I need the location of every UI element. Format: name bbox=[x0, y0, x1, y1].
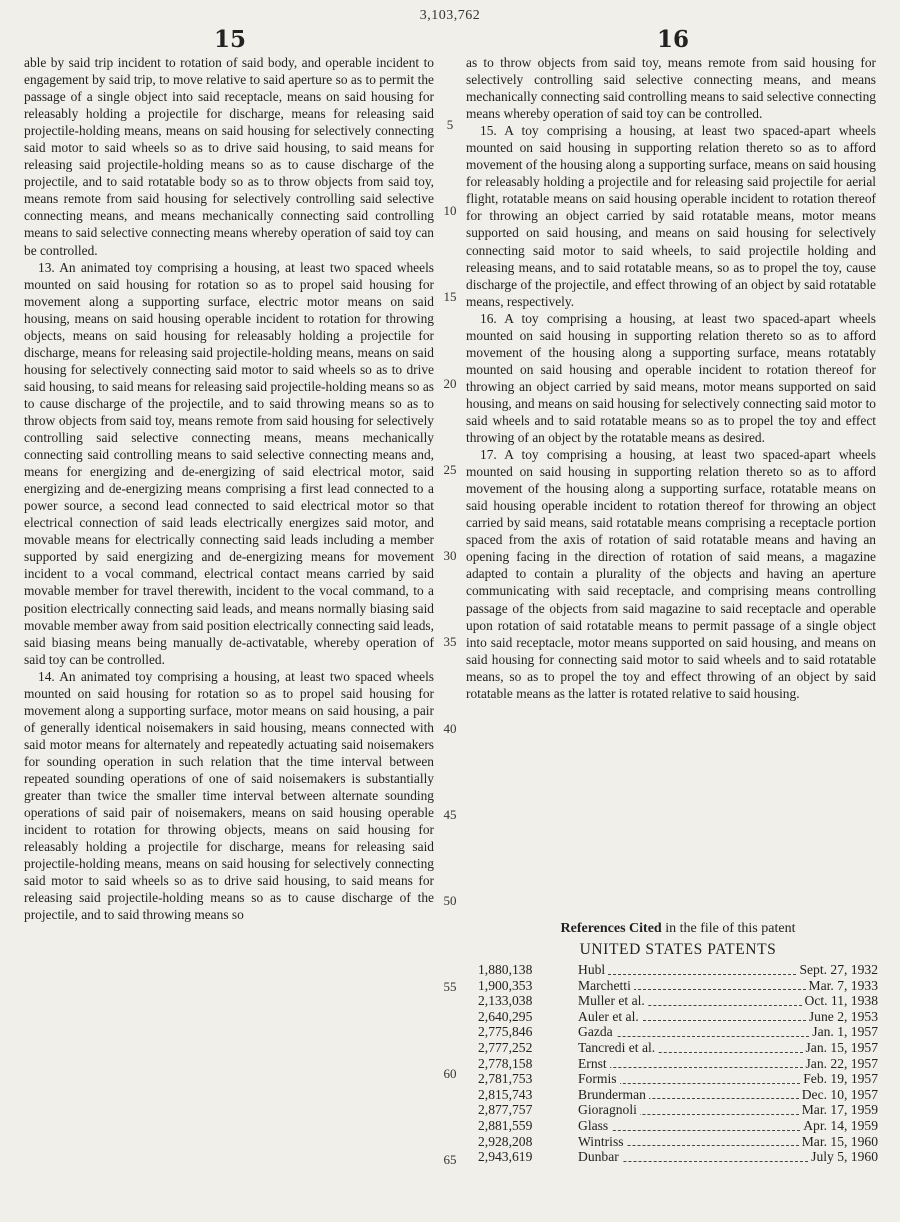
claim-17: 17. A toy comprising a housing, at least two spaced-apart wheels mounted on said housing in supporting relation thereto so as to afford movement of the housing along a supporting surface, rotatable means on said housing operable incident to rotation thereof for throwing an object carried by said means, said rotatable means comprising a receptacle portion spaced from the axis of rotation of said rotatable means and having an opening facing in the direction of rotation of said means, a magazine adapted to contain a plurality of the objects and having an aperture communicating with said receptacle, and comprising means controlling passage of the objects from said magazine to said receptacle and operable upon rotation of said rotatable means to permit passage of a single object into said receptacle, motor means supported on said housing, and means on said housing for connecting said motor to said wheels and to said rotatable means, so as to propel the toy and effect throwing of an object by said rotatable means as the latter is rotated relative to said housing. bbox=[466, 447, 876, 701]
reference-date: July 5, 1960 bbox=[811, 1149, 878, 1165]
reference-number: 2,133,038 bbox=[478, 993, 533, 1009]
reference-inventor: Glass bbox=[578, 1118, 800, 1134]
line-number: 25 bbox=[443, 462, 457, 477]
references-cited bbox=[478, 920, 878, 1165]
references-title-bold: References Cited bbox=[560, 921, 662, 936]
reference-date: Dec. 10, 1957 bbox=[801, 1086, 878, 1102]
reference-row bbox=[478, 1118, 878, 1134]
reference-inventor: Gioragnoli bbox=[578, 1102, 799, 1118]
references-title-rest: in the file of this patent bbox=[661, 921, 796, 936]
reference-date: Feb. 19, 1957 bbox=[803, 1071, 878, 1087]
reference-number: 2,815,743 bbox=[478, 1086, 533, 1102]
reference-date: Apr. 14, 1959 bbox=[803, 1117, 878, 1133]
claim-13: 13. An animated toy comprising a housing, at least two spaced wheels mounted on said housing for rotation so as to propel said housing for movement along a supporting surface, electric motor means on said housing, means on said housing operable incident to rotation for throwing objects, means on said housing for releasably holding a projectile for discharge, means for releasing said projectile-holding means, means on said housing for selectively connecting said motor to said wheels so as to drive said housing, to said means for releasing said projectile-holding means so as to cause discharge of the projectile, and to said throwing means so as to throw objects from said toy, means remote from said housing for selectively controlling said selective connecting means, means mechanically connecting said controlling means to said selective connecting means and, means for energizing and de-energizing of said electrical motor, said energizing and de-energizing means comprising a first lead connected to a power source, a second lead connected to said electrical motor so that electrical connection of said leads electrically energizes said motor, and movable means for electrically connecting said leads including a member supported by said energizing and de-energizing means for movement incident to a vocal command, electrical contact means carried by said movable member for travel therewith, incident to the vocal command, to a position electrically connecting said leads, and means normally biasing said movable member away from said position electrically connecting said leads, said biasing means being manually de-activatable, whereby operation of said toy can be controlled. bbox=[24, 259, 434, 667]
line-number: 65 bbox=[443, 1152, 457, 1167]
line-number: 55 bbox=[443, 979, 457, 994]
reference-inventor: Auler et al. bbox=[578, 1009, 806, 1025]
line-number: 5 bbox=[446, 117, 454, 132]
reference-inventor: Dunbar bbox=[578, 1149, 808, 1165]
reference-number: 2,775,846 bbox=[478, 1024, 533, 1040]
reference-number: 2,943,619 bbox=[478, 1149, 533, 1165]
reference-row bbox=[478, 1087, 878, 1103]
line-number: 35 bbox=[443, 634, 457, 649]
reference-number: 2,881,559 bbox=[478, 1117, 533, 1133]
reference-date: Mar. 15, 1960 bbox=[801, 1133, 878, 1149]
reference-row bbox=[478, 1071, 878, 1087]
reference-number: 1,900,353 bbox=[478, 977, 533, 993]
line-number: 10 bbox=[443, 203, 457, 218]
reference-inventor: Tancredi et al. bbox=[578, 1040, 803, 1056]
reference-number: 2,877,757 bbox=[478, 1102, 533, 1118]
reference-inventor: Hubl bbox=[578, 962, 796, 978]
reference-row bbox=[478, 1009, 878, 1025]
reference-row bbox=[478, 1134, 878, 1150]
column-number-left: 15 bbox=[214, 26, 247, 53]
reference-date: Jan. 1, 1957 bbox=[812, 1024, 878, 1040]
reference-inventor: Brunderman bbox=[578, 1087, 799, 1103]
reference-row bbox=[478, 1149, 878, 1165]
reference-number: 2,777,252 bbox=[478, 1039, 533, 1055]
reference-inventor: Formis bbox=[578, 1071, 800, 1087]
line-number: 30 bbox=[443, 548, 457, 563]
reference-date: Mar. 7, 1933 bbox=[808, 977, 878, 993]
reference-inventor: Muller et al. bbox=[578, 993, 802, 1009]
patent-number: 3,103,762 bbox=[419, 8, 481, 23]
claim-continuation: as to throw objects from said toy, means remote from said housing for selectively controlling said selective connecting means, and means mechanically connecting said controlling means to said selective connecting means whereby operation of said toy can be controlled. bbox=[466, 55, 876, 122]
claim-14: 14. An animated toy comprising a housing, at least two spaced wheels mounted on said housing for rotation so as to propel said housing for movement along a supporting surface, motor means on said housing, a pair of generally identical noisemakers in said housing, means connected with said motor means for alternately and repeatedly actuating said noisemakers for sounding operation in such relation that the time interval between repeated sounding operations of one of said noisemakers is substantially greater than twice the smaller time interval between alternate sounding operations of said pair of noisemakers, means on said housing operable incident to rotation for throwing objects, means on said housing for releasably holding a projectile for discharge, means for releasing said projectile-holding means, means on said housing for selectively connecting said motor to said wheels so as to drive said housing, to said means for releasing said projectile-holding means so as to cause discharge of the projectile, and to said throwing means so bbox=[24, 668, 434, 923]
reference-date: Sept. 27, 1932 bbox=[799, 962, 878, 977]
reference-inventor: Marchetti bbox=[578, 978, 806, 994]
reference-row bbox=[478, 1056, 878, 1072]
reference-date: Mar. 17, 1959 bbox=[801, 1102, 878, 1118]
reference-date: Oct. 11, 1938 bbox=[804, 993, 878, 1009]
right-text-column bbox=[466, 54, 876, 702]
reference-inventor: Gazda bbox=[578, 1024, 809, 1040]
line-number: 45 bbox=[443, 807, 457, 822]
line-number: 50 bbox=[443, 893, 457, 908]
left-text-column bbox=[24, 54, 434, 923]
reference-number: 1,880,138 bbox=[478, 962, 533, 977]
claim-16: 16. A toy comprising a housing, at least two spaced-apart wheels mounted on said housing in supporting relation thereto so as to afford movement of the housing along a supporting surface, means rotatably mounted on said housing and operable incident to rotation thereof for throwing an object carried by said means, motor means supported on said housing, and means on said housing for selectively connecting said motor to said wheels and to said rotatable means so as to propel the toy and effect throwing of an object by the rotatable means as desired. bbox=[466, 310, 876, 446]
references-title bbox=[478, 920, 878, 938]
line-number: 20 bbox=[443, 376, 457, 391]
reference-date: Jan. 15, 1957 bbox=[805, 1039, 878, 1055]
reference-number: 2,781,753 bbox=[478, 1071, 533, 1087]
reference-row bbox=[478, 1040, 878, 1056]
reference-inventor: Wintriss bbox=[578, 1134, 799, 1150]
reference-row bbox=[478, 1024, 878, 1040]
references-subtitle: UNITED STATES PATENTS bbox=[579, 941, 777, 958]
column-number-right: 16 bbox=[657, 26, 690, 53]
line-number: 15 bbox=[443, 289, 457, 304]
reference-row bbox=[478, 978, 878, 994]
claim-continuation: able by said trip incident to rotation of said body, and operable incident to engagement by said trip, to move relative to said aperture so as to permit the passage of a single object into said receptacle, means on said housing for releasably holding a projectile for discharge, means for releasing said projectile-holding means, means on said housing for selectively connecting said motor to said wheels so as to drive said housing, to said means for releasing said projectile-holding means so as to cause discharge of the projectile, and to said rotatable body so as to throw objects from said toy, means remote from said housing for selectively controlling said selective connecting means, and means mechanically connecting said controlling means to said selective connecting means whereby operation of said toy can be controlled. bbox=[24, 55, 434, 258]
claim-15: 15. A toy comprising a housing, at least two spaced-apart wheels mounted on said housing in supporting relation thereto so as to afford movement of the housing along a supporting surface, means on said housing for releasably holding a projectile and for releasing said projectile for aerial flight, rotatable means on said housing operable incident to rotation thereof for throwing an object carried by said rotatable means, motor means supported on said housing, and means on said housing for selectively connecting said motor to said wheels, to said projectile holding and releasing means, and to said rotatable means, so as to propel the toy, cause discharge of the projectile, and effect throwing of an object by said rotatable means, respectively. bbox=[466, 123, 876, 309]
line-number: 60 bbox=[443, 1066, 457, 1081]
line-number: 40 bbox=[443, 721, 457, 736]
references-table bbox=[478, 962, 878, 1165]
reference-date: June 2, 1953 bbox=[808, 1008, 878, 1024]
reference-row bbox=[478, 1102, 878, 1118]
reference-number: 2,928,208 bbox=[478, 1133, 533, 1149]
reference-inventor: Ernst bbox=[578, 1056, 803, 1072]
reference-number: 2,640,295 bbox=[478, 1008, 533, 1024]
reference-date: Jan. 22, 1957 bbox=[805, 1055, 878, 1071]
reference-row bbox=[478, 993, 878, 1009]
reference-number: 2,778,158 bbox=[478, 1055, 533, 1071]
reference-row bbox=[478, 962, 878, 978]
